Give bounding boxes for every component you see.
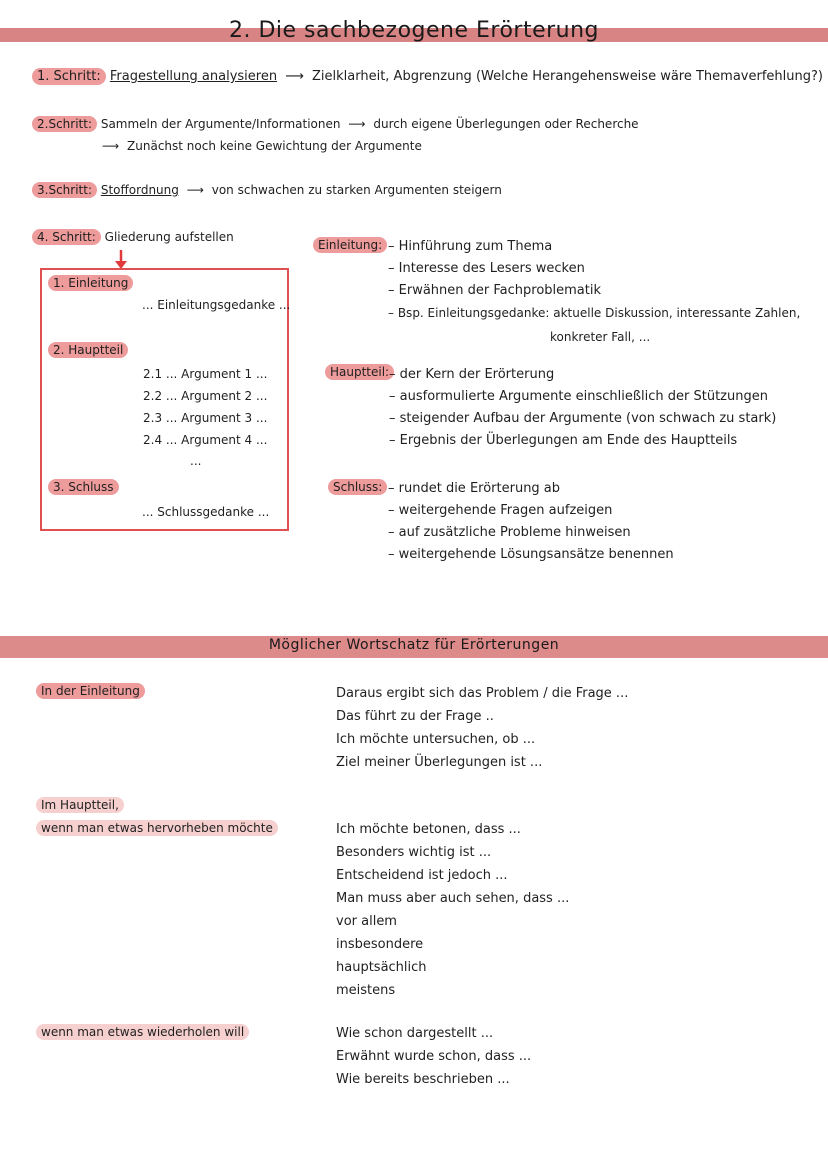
list-item: – weitergehende Fragen aufzeigen [388,500,674,522]
step-2-result2: Zunächst noch keine Gewichtung der Argumente [127,139,422,153]
step-3-text: Stoffordnung [100,183,179,197]
list-item: – weitergehende Lösungsansätze benennen [388,544,674,566]
step-4-label: 4. Schritt: [32,229,101,245]
list-item: – auf zusätzliche Probleme hinweisen [388,522,674,544]
vocab-repeat-phrases [336,1022,531,1091]
outline-arg-1: 2.1 ... Argument 1 ... [143,367,268,381]
outline-end-text: ... Schlussgedanke ... [142,505,270,519]
step-1 [32,69,823,84]
list-item: Ich möchte betonen, dass ... [336,822,521,837]
explain-intro-list [388,236,800,324]
list-item: Wie schon dargestellt ... [336,1026,494,1041]
explain-intro-label: Einleitung: [313,238,387,252]
step-1-result: Zielklarheit, Abgrenzung (Welche Herangehensweise wäre Themaverfehlung?) [312,69,823,84]
vocab-emph-phrases [336,818,569,1002]
vocab-emph-label: wenn man etwas hervorheben möchte [36,821,278,835]
step-2-label: 2.Schritt: [32,116,97,132]
outline-more: ... [190,454,202,468]
list-item: – ausformulierte Argumente einschließlich der Stützungen [389,386,776,408]
list-item: Ich möchte untersuchen, ob ... [336,732,536,747]
outline-intro-text: ... Einleitungsgedanke ... [142,298,291,312]
arrow-right-icon: ⟶ [348,117,366,131]
arrow-right-icon: ⟶ [186,183,204,197]
step-2 [32,117,639,131]
step-3-label: 3.Schritt: [32,182,97,198]
list-item: – Hinführung zum Thema [388,236,800,258]
explain-end-list [388,478,674,566]
vocab-title: Möglicher Wortschatz für Erörterungen [268,637,560,653]
explain-main-list [389,364,776,452]
list-item: – Erwähnen der Fachproblematik [388,280,800,302]
explain-end-label: Schluss: [328,480,387,494]
vocab-repeat-label: wenn man etwas wiederholen will [36,1025,249,1039]
page-title: 2. Die sachbezogene Erörterung [228,18,600,43]
list-item: vor allem [336,914,397,929]
arrow-right-icon: ⟶ [102,139,120,153]
list-item: Ziel meiner Überlegungen ist ... [336,755,543,770]
list-item: Erwähnt wurde schon, dass ... [336,1049,532,1064]
list-item: insbesondere [336,937,424,952]
arrow-right-icon: ⟶ [285,69,304,84]
step-2-result: durch eigene Überlegungen oder Recherche [373,117,639,131]
outline-arg-2: 2.2 ... Argument 2 ... [143,389,268,403]
arrow-down-icon [114,250,128,270]
list-item: – Bsp. Einleitungsgedanke: aktuelle Diskussion, interessante Zahlen, [388,302,800,324]
list-item: Das führt zu der Frage .. [336,709,494,724]
list-item: Man muss aber auch sehen, dass ... [336,891,570,906]
list-item: – Ergebnis der Überlegungen am Ende des Hauptteils [389,430,776,452]
outline-arg-4: 2.4 ... Argument 4 ... [143,433,268,447]
step-2-sub [98,139,422,153]
list-item: Wie bereits beschrieben ... [336,1072,510,1087]
list-item: – steigender Aufbau der Argumente (von schwach zu stark) [389,408,776,430]
list-item: – der Kern der Erörterung [389,364,776,386]
vocab-intro-label: In der Einleitung [36,684,145,698]
outline-arg-3: 2.3 ... Argument 3 ... [143,411,268,425]
step-1-label: 1. Schritt: [32,68,106,85]
outline-main-label: 2. Hauptteil [48,343,128,357]
list-item: hauptsächlich [336,960,427,975]
step-2-text: Sammeln der Argumente/Informationen [100,117,341,131]
step-3 [32,183,502,197]
list-item: – Interesse des Lesers wecken [388,258,800,280]
explain-intro-cont: konkreter Fall, ... [550,330,651,344]
vocab-main-label: Im Hauptteil, [36,798,124,812]
outline-end-label: 3. Schluss [48,480,119,494]
step-4 [32,230,234,244]
explain-main-label: Hauptteil: [325,365,394,379]
list-item: – rundet die Erörterung ab [388,478,674,500]
step-1-text: Fragestellung analysieren [109,69,278,84]
list-item: meistens [336,983,396,998]
list-item: Entscheidend ist jedoch ... [336,868,508,883]
step-3-result: von schwachen zu starken Argumenten steigern [211,183,502,197]
list-item: Besonders wichtig ist ... [336,845,492,860]
outline-intro-label: 1. Einleitung [48,276,133,290]
vocab-intro-phrases [336,682,628,774]
step-4-text: Gliederung aufstellen [104,230,234,244]
list-item: Daraus ergibt sich das Problem / die Frage ... [336,686,629,701]
